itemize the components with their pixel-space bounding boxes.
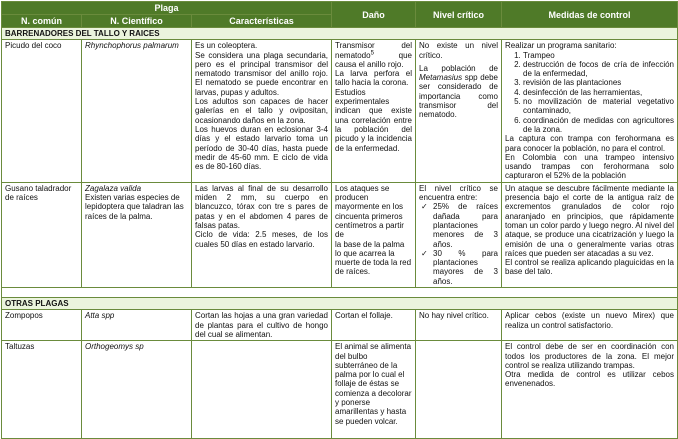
critical-level-list (419, 202, 498, 286)
control-text: Realizar un programa sanitario: (505, 41, 617, 51)
scientific-name-cell (82, 182, 192, 287)
characteristics-text: Las larvas al final de su desarrollo miden 2 mm, su cuerpo en blancuzco, tórax con tre s pares de patas y en el abdomen 4 pares de falsas patas. (195, 183, 328, 230)
list-item: 2. destrucción de focos de cría de infección de la enfermedad, (523, 60, 674, 79)
characteristics-text: Se considera una plaga secundaria, pero es el principal transmisor del nematodo transmisor del anillo rojo. El nematodo se puede encontrar en larvas, pupas y adultos. (195, 50, 328, 97)
control-text: En Colombia con una trampeo intensivo usando trampas con ferohormana solo capturaron el 52% de la población (505, 152, 674, 181)
table-row (2, 40, 678, 182)
scientific-name: Orthogeomys sp (82, 341, 192, 439)
damage-cell (332, 182, 416, 287)
critical-level-text: El nivel crítico se encuentra entre: (419, 183, 498, 203)
critical-level-text: No existe un nivel crítico. (419, 41, 498, 60)
list-item: 6. coordinación de medidas con agricultores de la zona. (523, 116, 674, 135)
damage-text: Cortan el follaje. (332, 310, 416, 341)
common-name: Picudo del coco (2, 40, 82, 182)
table-row (2, 341, 678, 439)
scientific-name: Zagalaza valida (85, 183, 142, 193)
critical-level-cell (416, 182, 502, 287)
control-text: Un ataque se descubre fácilmente mediante la presencia bajo el corte de la antigua raíz de excrementos granulados de color rojo anaranjado en principios, que rápidamente toman un color pardo y luego negro. Al nivel del ataque, se produce una cicatrización y luego la emisión de una o generalmente varias otras raíces que pueden ser atacadas a su vez. (505, 183, 674, 258)
common-name: Gusano taladrador de raíces (2, 182, 82, 287)
control-text: Otra medida de control es utilizar cebos envenenados. (505, 370, 674, 389)
critical-level-text: No hay nivel crítico. (416, 310, 502, 341)
control-text: El control se realiza aplicando plaguicidas en la base del talo. (505, 258, 674, 277)
damage-cell (332, 40, 416, 182)
list-item: 3. revisión de las plantaciones (523, 78, 674, 87)
control-text: El control debe de ser en coordinación con todos los productores de la zona. El mejor control se realiza utilizando trampas. (505, 342, 674, 370)
header-n-cientifico: N. Científico (82, 15, 192, 28)
characteristics-text: Cortan las hojas a una gran variedad de plantas para el cultivo de hongo del cual se alimentan. (192, 310, 332, 341)
list-item: 4. desinfección de las herramientas, (523, 88, 674, 97)
characteristics-text: Los adultos son capaces de hacer galerías en el tallo y ovipositan, ocasionando daños en la zona. (195, 97, 328, 125)
table-row (2, 310, 678, 341)
control-measures-cell (502, 341, 678, 439)
characteristics-text: Ciclo de vida: 2.5 meses, de los cuales 50 días en estado larvario. (195, 230, 328, 249)
pest-control-table (1, 1, 678, 439)
control-measures-cell (502, 40, 678, 182)
damage-text: El animal se alimenta del bulbo subterráneo de la palma por lo cual el follaje de éstas se comienza a decolorar y ponerse amarillentas y hasta se pueden volcar. (332, 341, 416, 439)
control-text: La captura con trampa con ferohormana es para conocer la población, no para el control. (505, 134, 674, 153)
damage-text: Transmisor del nematodo$^5$ que causa el anillo rojo. (335, 41, 412, 69)
common-name: Zompopos (2, 310, 82, 341)
critical-level-text: La población de Metamasius spp debe ser considerado de importancia como transmisor del nematodo. (419, 63, 498, 120)
header-plaga: Plaga (2, 2, 332, 15)
critical-level-cell (416, 40, 502, 182)
scientific-name: Atta spp (82, 310, 192, 341)
characteristics-cell (192, 40, 332, 182)
header-dano: Daño (332, 2, 416, 28)
control-list (505, 51, 674, 135)
spacer-row (2, 288, 678, 298)
characteristics-text: Los huevos duran en eclosionar 3-4 días y el estado larvario toma un período de 30-40 días, hasta puede medir de 45-60 mm. E ciclo de vida es de 80-160 días. (195, 124, 328, 172)
list-item: ✓ 30 % para plantaciones mayores de 3 años. (433, 249, 498, 286)
characteristics-text: Es un coleoptera. (195, 41, 258, 51)
common-name: Taltuzas (2, 341, 82, 439)
damage-text: La larva perfora el tallo hacia la corona. (335, 69, 412, 88)
control-measures-cell (502, 182, 678, 287)
header-medidas: Medidas de control (502, 2, 678, 28)
damage-text: Los ataques se producen mayormente en los cincuenta primeros centímetros a partir de (335, 183, 404, 240)
characteristics-cell (192, 182, 332, 287)
scientific-desc: Existen varias especies de lepidoptera que taladran las raíces de la palma. (85, 193, 184, 221)
control-text: Aplicar cebos (existe un nuevo Mirex) que realiza un control satisfactorio. (502, 310, 678, 341)
damage-text: Estudios experimentales indican que existe una correlación entre la población del picudo y la incidencia de la enfermedad. (335, 87, 412, 153)
damage-text: la base de la palma lo que acarrea la muerte de toda la red de raíces. (335, 239, 412, 277)
header-caracteristicas: Características (192, 15, 332, 28)
section-otras-plagas: OTRAS PLAGAS (2, 298, 678, 310)
scientific-name: Rhynchophorus palmarum (82, 40, 192, 182)
list-item: ✓ 25% de raíces dañada para plantaciones menores de 3 años. (433, 202, 498, 248)
list-item: 5. no movilización de material vegetativo contaminado, (523, 97, 674, 116)
list-item: 1. Trampeo (523, 51, 674, 60)
header-nivel-critico: Nivel crítico (416, 2, 502, 28)
header-n-comun: N. común (2, 15, 82, 28)
critical-level-cell (416, 341, 502, 439)
characteristics-cell (192, 341, 332, 439)
table-row (2, 182, 678, 287)
section-barrenadores: BARRENADORES DEL TALLO Y RAICES (2, 28, 678, 40)
